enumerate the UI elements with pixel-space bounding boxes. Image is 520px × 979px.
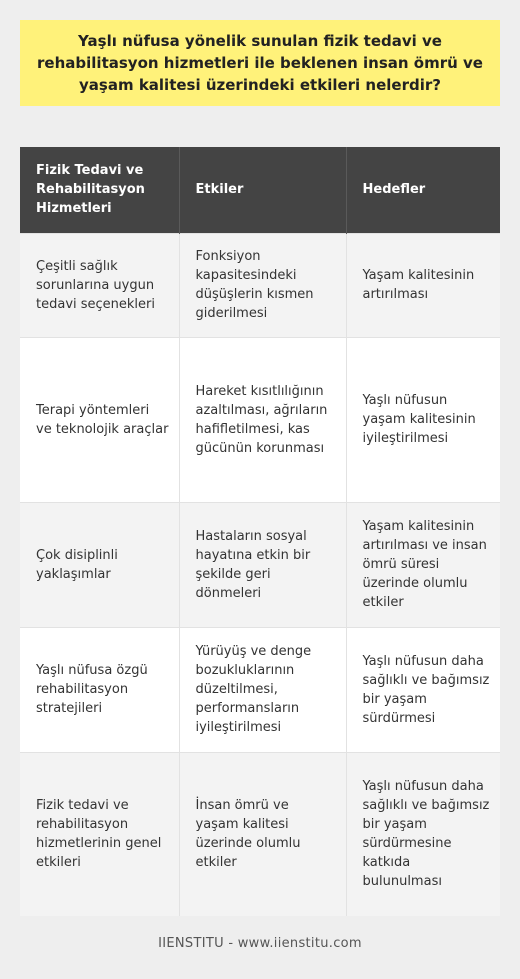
- table-cell: Terapi yöntemleri ve teknolojik araçlar: [20, 337, 179, 502]
- table-row: [20, 337, 500, 502]
- table-cell: İnsan ömrü ve yaşam kalitesi üzerinde olumlu etkiler: [179, 752, 346, 916]
- column-header-effects: Etkiler: [179, 147, 346, 233]
- table-cell: Yaşlı nüfusun daha sağlıklı ve bağımsız bir yaşam sürdürmesine katkıda bulunulması: [346, 752, 500, 916]
- column-header-goals: Hedefler: [346, 147, 500, 233]
- table-cell: Yürüyüş ve denge bozukluklarının düzeltilmesi, performansların iyileştirilmesi: [179, 627, 346, 752]
- table-row: [20, 233, 500, 337]
- table-cell: Hastaların sosyal hayatına etkin bir şekilde geri dönmeleri: [179, 502, 346, 627]
- data-table: [20, 147, 500, 916]
- table-cell: Çeşitli sağlık sorunlarına uygun tedavi seçenekleri: [20, 233, 179, 337]
- table-cell: Yaşlı nüfusun yaşam kalitesinin iyileştirilmesi: [346, 337, 500, 502]
- table-cell: Çok disiplinli yaklaşımlar: [20, 502, 179, 627]
- title-banner: [20, 20, 500, 106]
- table-cell: Fonksiyon kapasitesindeki düşüşlerin kısmen giderilmesi: [179, 233, 346, 337]
- table-row: [20, 502, 500, 627]
- table-cell: Yaşam kalitesinin artırılması ve insan ömrü süresi üzerinde olumlu etkiler: [346, 502, 500, 627]
- table-cell: Yaşlı nüfusun daha sağlıklı ve bağımsız bir yaşam sürdürmesi: [346, 627, 500, 752]
- table-row: [20, 627, 500, 752]
- table-cell: Hareket kısıtlılığının azaltılması, ağrıların hafifletilmesi, kas gücünün korunması: [179, 337, 346, 502]
- footer-credit: IIENSTITU - www.iienstitu.com: [158, 936, 362, 951]
- page-title: Yaşlı nüfusa yönelik sunulan fizik tedavi ve rehabilitasyon hizmetleri ile beklenen insan ömrü ve yaşam kalitesi üzerindeki etkileri nelerdir?: [37, 32, 483, 94]
- table-cell: Yaşam kalitesinin artırılması: [346, 233, 500, 337]
- table-cell: Yaşlı nüfusa özgü rehabilitasyon stratejileri: [20, 627, 179, 752]
- column-header-services: Fizik Tedavi ve Rehabilitasyon Hizmetleri: [20, 147, 179, 233]
- table-cell: Fizik tedavi ve rehabilitasyon hizmetlerinin genel etkileri: [20, 752, 179, 916]
- table-row: [20, 752, 500, 916]
- table-header-row: [20, 147, 500, 233]
